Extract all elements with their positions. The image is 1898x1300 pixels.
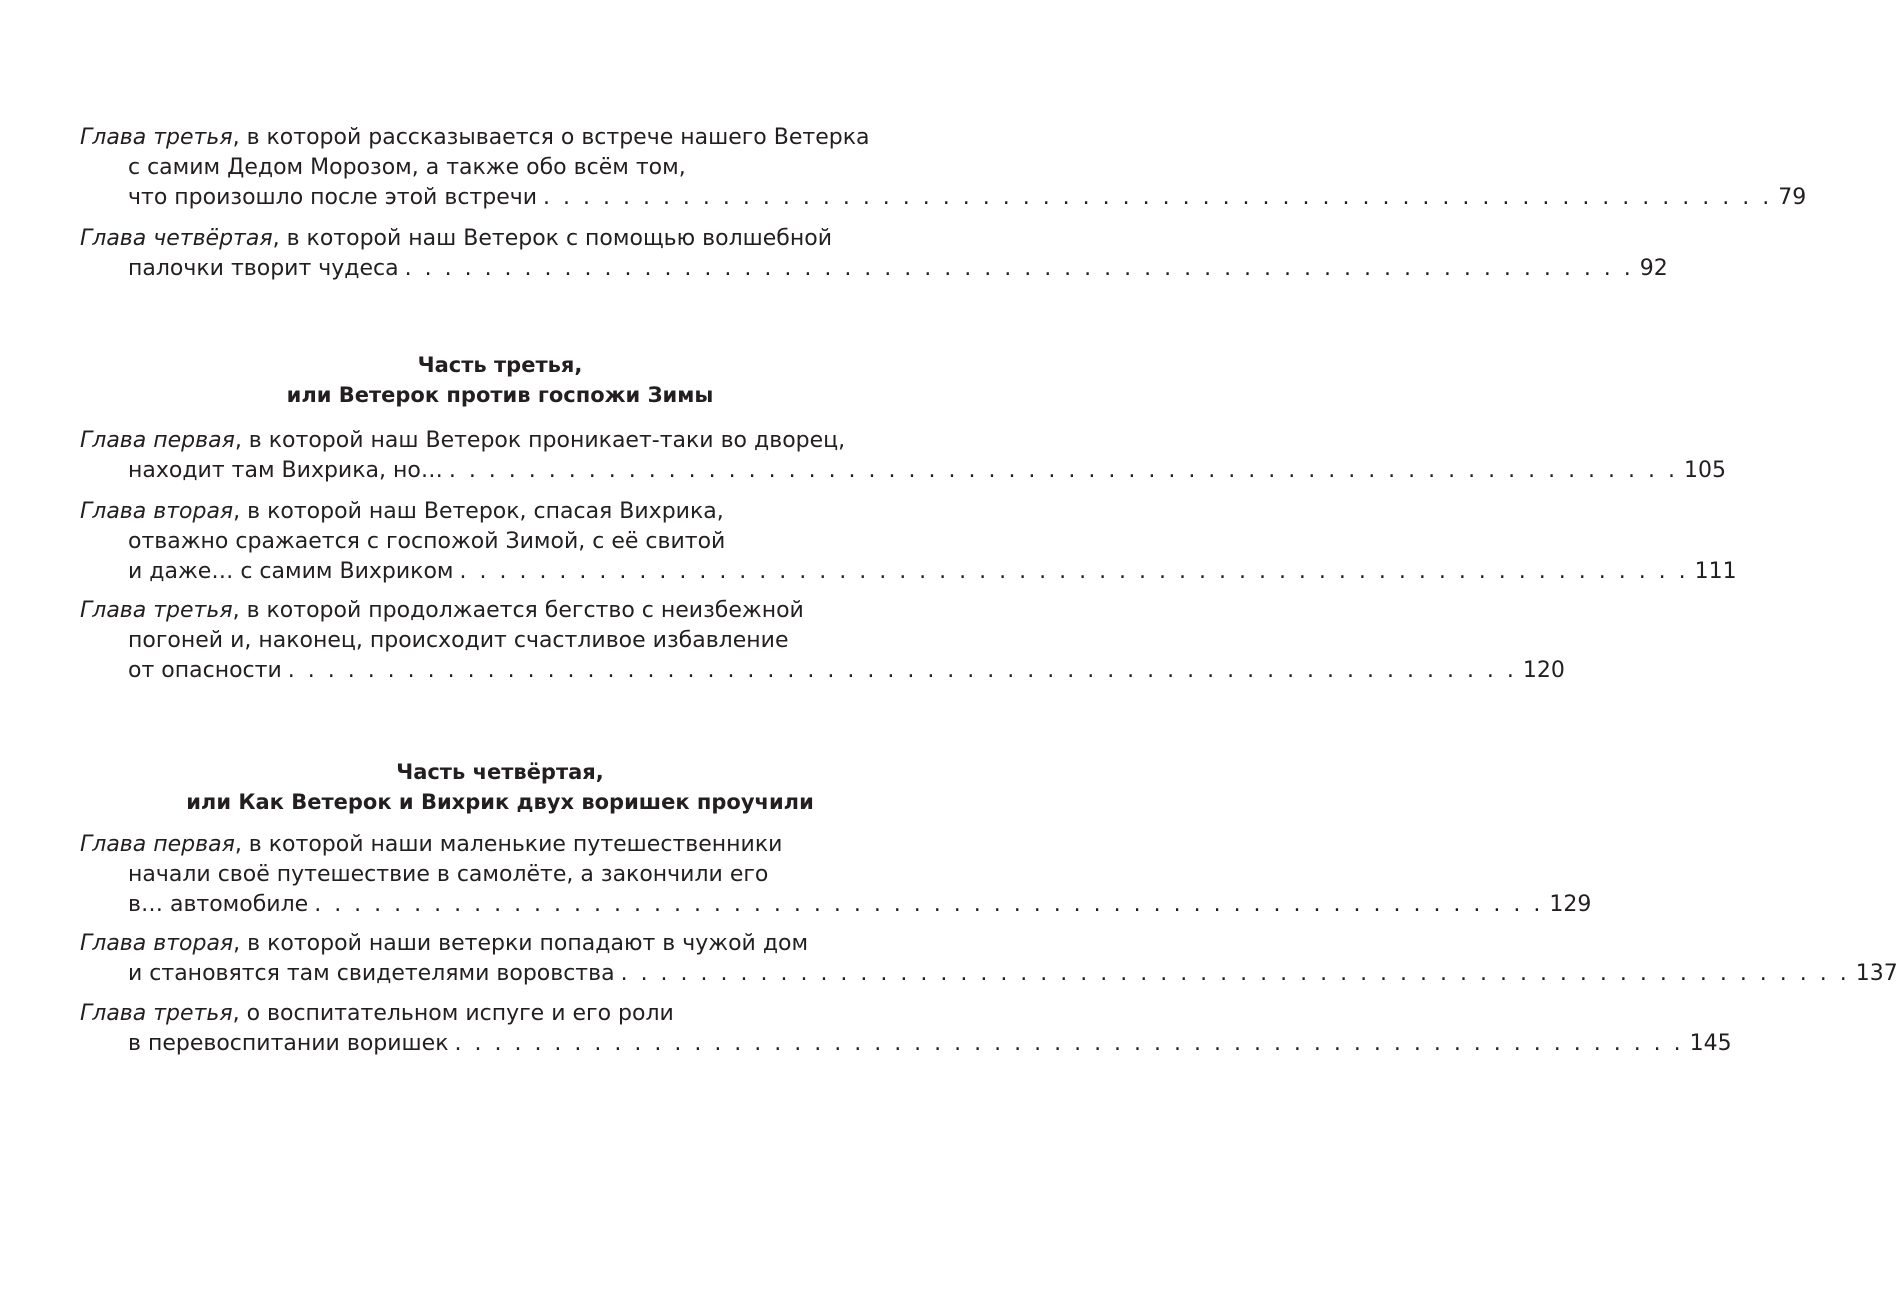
toc-entry-part3-ch3-line3 <box>128 656 1565 686</box>
chapter-title: , в которой продолжается бегство с неизбежной <box>232 598 804 623</box>
page-number: 129 <box>1549 892 1592 917</box>
chapter-title: что произошло после этой встречи <box>128 185 538 210</box>
part3-title: Часть третья, <box>417 353 583 377</box>
toc-entry-part4-ch1-line2: начали своё путешествие в самолёте, а закончили его <box>128 862 769 887</box>
page-number: 92 <box>1639 256 1668 281</box>
page-number: 79 <box>1778 185 1807 210</box>
toc-entry-part4-ch1-line1 <box>80 830 782 860</box>
dot-leader: . . . . . . . . . . . . . . . . . . . . . . . . . . . . . . . . . . . . . . . . . . . . . . . . . . . . . . . . . . . . . . <box>459 559 1689 584</box>
chapter-label: Глава третья <box>80 125 233 150</box>
chapter-label: Глава третья <box>80 1001 233 1026</box>
chapter-title: от опасности <box>128 658 282 683</box>
chapter-title: в… автомобиле <box>128 892 309 917</box>
toc-entry-part3-ch2-line2: отважно сражается с госпожой Зимой, с её свитой <box>128 529 726 554</box>
page-number: 137 <box>1855 961 1898 986</box>
toc-entry-part3-ch3-line2: погоней и, наконец, происходит счастливое избавление <box>128 628 789 653</box>
dot-leader: . . . . . . . . . . . . . . . . . . . . . . . . . . . . . . . . . . . . . . . . . . . . . . . . . . . . . . . . . . . . . . <box>620 961 1850 986</box>
chapter-label: Глава четвёртая <box>80 226 273 251</box>
chapter-title: в перевоспитании воришек <box>128 1031 449 1056</box>
toc-entry-part2-ch3-line1 <box>80 123 869 153</box>
chapter-title: , в которой наш Ветерок, спасая Вихрика, <box>233 499 724 524</box>
chapter-label: Глава первая <box>80 832 235 857</box>
toc-entry-part2-ch4-line1 <box>80 224 832 254</box>
chapter-title: , в которой рассказывается о встрече нашего Ветерка <box>232 125 870 150</box>
chapter-title: , в которой наш Ветерок с помощью волшебной <box>272 226 833 251</box>
part4-title: Часть четвёртая, <box>396 760 604 784</box>
chapter-title: , о воспитательном испуге и его роли <box>232 1001 674 1026</box>
toc-entry-part4-ch2-line1 <box>80 929 808 959</box>
dot-leader: . . . . . . . . . . . . . . . . . . . . . . . . . . . . . . . . . . . . . . . . . . . . . . . . . . . . . . . . . . . . . . <box>314 892 1544 917</box>
chapter-title: и становятся там свидетелями воровства <box>128 961 615 986</box>
toc-entry-part4-ch3-line1 <box>80 999 674 1029</box>
dot-leader: . . . . . . . . . . . . . . . . . . . . . . . . . . . . . . . . . . . . . . . . . . . . . . . . . . . . . . . . . . . . . . <box>454 1031 1684 1056</box>
toc-entry-part3-ch1-line2 <box>128 456 1726 486</box>
chapter-title: палочки творит чудеса <box>128 256 399 281</box>
chapter-title: и даже… с самим Вихриком <box>128 559 454 584</box>
toc-entry-part3-ch2-line1 <box>80 497 724 527</box>
dot-leader: . . . . . . . . . . . . . . . . . . . . . . . . . . . . . . . . . . . . . . . . . . . . . . . . . . . . . . . . . . . . . . <box>404 256 1634 281</box>
part4-subtitle: или Как Ветерок и Вихрик двух воришек проучили <box>186 790 814 814</box>
page-number: 105 <box>1684 458 1726 483</box>
page-number: 120 <box>1522 658 1565 683</box>
page-number: 145 <box>1689 1031 1732 1056</box>
toc-entry-part2-ch3-line2: с самим Дедом Морозом, а также обо всём том, <box>128 155 686 180</box>
dot-leader: . . . . . . . . . . . . . . . . . . . . . . . . . . . . . . . . . . . . . . . . . . . . . . . . . . . . . . . . . . . . . . <box>543 185 1773 210</box>
toc-entry-part3-ch1-line1 <box>80 426 845 456</box>
dot-leader: . . . . . . . . . . . . . . . . . . . . . . . . . . . . . . . . . . . . . . . . . . . . . . . . . . . . . . . . . . . . . . <box>287 658 1517 683</box>
toc-entry-part4-ch3-line2 <box>128 1029 1732 1059</box>
dot-leader: . . . . . . . . . . . . . . . . . . . . . . . . . . . . . . . . . . . . . . . . . . . . . . . . . . . . . . . . . . . . . . <box>448 458 1678 483</box>
toc-entry-part3-ch3-line1 <box>80 596 804 626</box>
chapter-label: Глава третья <box>80 598 233 623</box>
page-number: 111 <box>1694 559 1737 584</box>
toc-entry-part2-ch3-line3 <box>128 183 1807 213</box>
toc-entry-part4-ch1-line3 <box>128 890 1592 920</box>
toc-entry-part4-ch2-line2 <box>128 959 1898 989</box>
chapter-label: Глава первая <box>80 428 235 453</box>
part3-subtitle: или Ветерок против госпожи Зимы <box>286 383 714 407</box>
chapter-label: Глава вторая <box>80 499 234 524</box>
chapter-title: находит там Вихрика, но… <box>128 458 443 483</box>
chapter-title: , в которой наш Ветерок проникает-таки во дворец, <box>234 428 846 453</box>
toc-entry-part3-ch2-line3 <box>128 557 1737 587</box>
toc-entry-part2-ch4-line2 <box>128 254 1668 284</box>
chapter-title: , в которой наши ветерки попадают в чужой дом <box>233 931 809 956</box>
chapter-title: , в которой наши маленькие путешественники <box>234 832 783 857</box>
chapter-label: Глава вторая <box>80 931 234 956</box>
